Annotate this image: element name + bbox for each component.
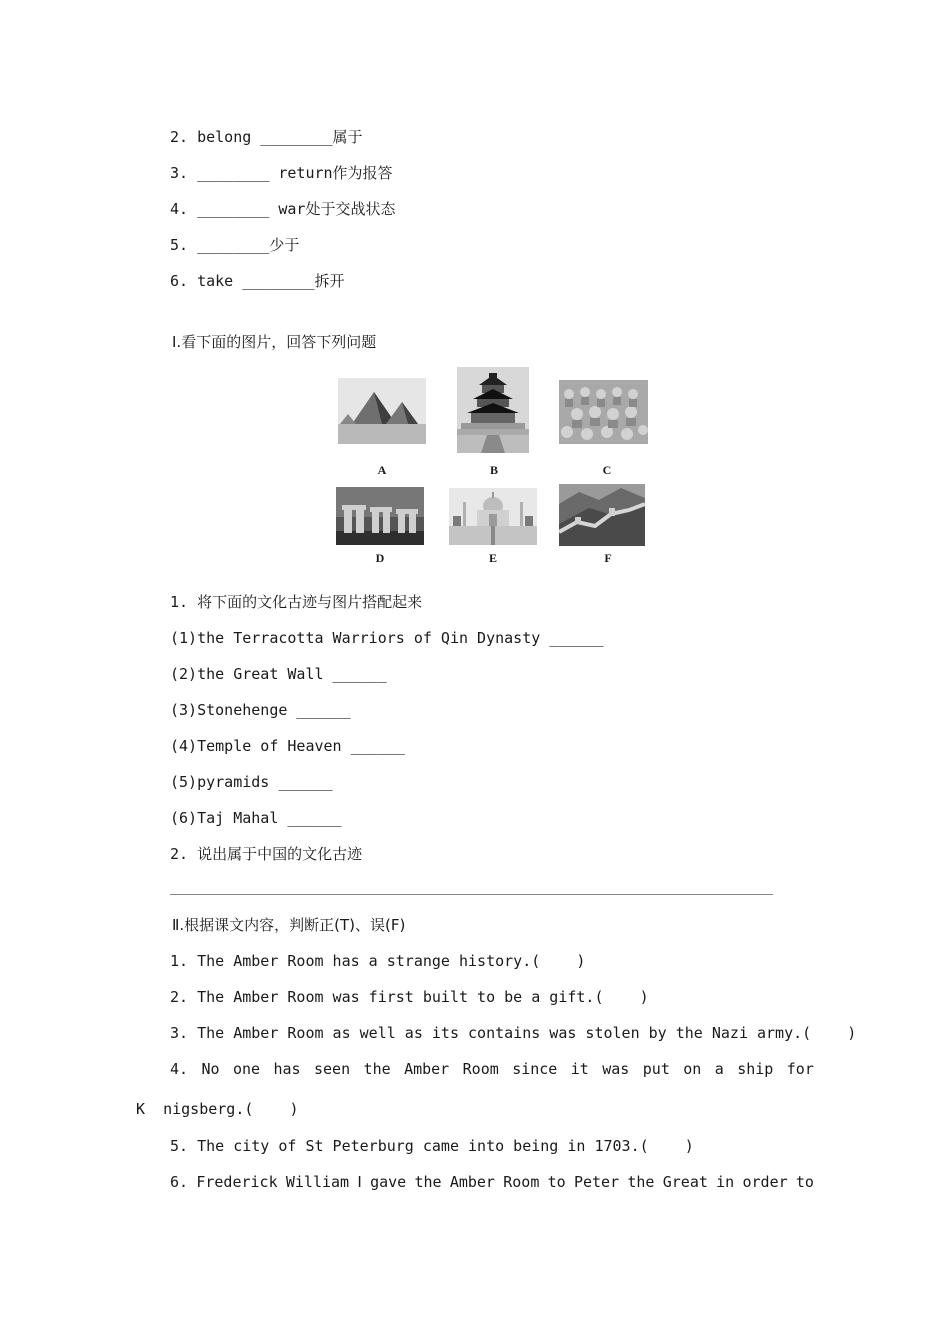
- vocab-item-take-apart: 6. take ________拆开: [170, 272, 345, 290]
- statement-5: 5. The city of St Peterburg came into being in 1703.( ): [170, 1137, 694, 1155]
- word: was: [602, 1060, 630, 1078]
- picture-label-a: A: [377, 463, 387, 477]
- vocab-item-less-than: 5. ________少于: [170, 236, 300, 254]
- word: Room: [462, 1060, 499, 1078]
- word: gave: [370, 1173, 407, 1191]
- word: on: [683, 1060, 702, 1078]
- picture-a-pyramids: [338, 378, 426, 444]
- word: since: [512, 1060, 558, 1078]
- statement-1: 1. The Amber Room has a strange history.( ): [170, 952, 586, 970]
- picture-e-taj-mahal: [449, 488, 537, 545]
- word: order: [742, 1173, 788, 1191]
- statement-6: [170, 1172, 814, 1192]
- word: to: [795, 1173, 814, 1191]
- section-1-heading: Ⅰ.看下面的图片，回答下列问题: [172, 333, 377, 351]
- vocab-item-at-war: 4. ________ war处于交战状态: [170, 200, 396, 218]
- word: ship: [737, 1060, 774, 1078]
- word: has: [273, 1060, 301, 1078]
- picture-label-c: C: [602, 463, 612, 477]
- word: the: [627, 1173, 655, 1191]
- answer-line[interactable]: [170, 894, 773, 895]
- match-item-great-wall: (2)the Great Wall ______: [170, 665, 387, 683]
- match-item-pyramids: (5)pyramids ______: [170, 773, 333, 791]
- word: put: [642, 1060, 670, 1078]
- word: Amber: [449, 1173, 495, 1191]
- vocab-item-in-return: 3. ________ return作为报答: [170, 164, 393, 182]
- word: Ⅰ: [357, 1173, 362, 1191]
- match-item-stonehenge: (3)Stonehenge ______: [170, 701, 351, 719]
- match-item-temple-of-heaven: (4)Temple of Heaven ______: [170, 737, 405, 755]
- word: William: [285, 1173, 350, 1191]
- question-2-chinese-sites: 2. 说出属于中国的文化古迹: [170, 845, 363, 863]
- picture-f-great-wall: [559, 484, 645, 546]
- picture-b-temple-of-heaven: [457, 367, 529, 453]
- statement-2: 2. The Amber Room was first built to be a gift.( ): [170, 988, 649, 1006]
- question-1-match: 1. 将下面的文化古迹与图片搭配起来: [170, 593, 423, 611]
- picture-c-terracotta-warriors: [559, 380, 648, 444]
- word: Room: [503, 1173, 540, 1191]
- picture-label-b: B: [489, 463, 498, 477]
- word: in: [716, 1173, 735, 1191]
- word: seen: [314, 1060, 351, 1078]
- section-2-heading: Ⅱ.根据课文内容，判断正(T)、误(F): [172, 916, 406, 934]
- picture-d-stonehenge: [336, 487, 424, 545]
- word: for: [786, 1060, 814, 1078]
- picture-label-d: D: [375, 551, 385, 565]
- picture-label-f: F: [604, 551, 612, 565]
- vocab-item-belong: 2. belong ________属于: [170, 128, 363, 146]
- statement-4: [170, 1059, 814, 1079]
- word: a: [714, 1060, 724, 1078]
- word: to: [547, 1173, 566, 1191]
- picture-label-e: E: [488, 551, 497, 565]
- word: Peter: [573, 1173, 620, 1191]
- word: Amber: [404, 1060, 450, 1078]
- word: the: [414, 1173, 442, 1191]
- statement-3: 3. The Amber Room as well as its contains was stolen by the Nazi army.( ): [170, 1024, 857, 1042]
- statement-4-continued: K nigsberg.( ): [136, 1100, 299, 1118]
- word: Great: [662, 1173, 708, 1191]
- word: No: [201, 1060, 220, 1078]
- match-item-taj-mahal: (6)Taj Mahal ______: [170, 809, 342, 827]
- match-item-terracotta-warriors: (1)the Terracotta Warriors of Qin Dynasty ______: [170, 629, 604, 647]
- word: one: [232, 1060, 261, 1078]
- word: 4.: [170, 1060, 189, 1078]
- word: 6.: [170, 1173, 189, 1191]
- word: the: [363, 1060, 391, 1078]
- word: Frederick: [196, 1173, 278, 1191]
- word: it: [570, 1060, 589, 1078]
